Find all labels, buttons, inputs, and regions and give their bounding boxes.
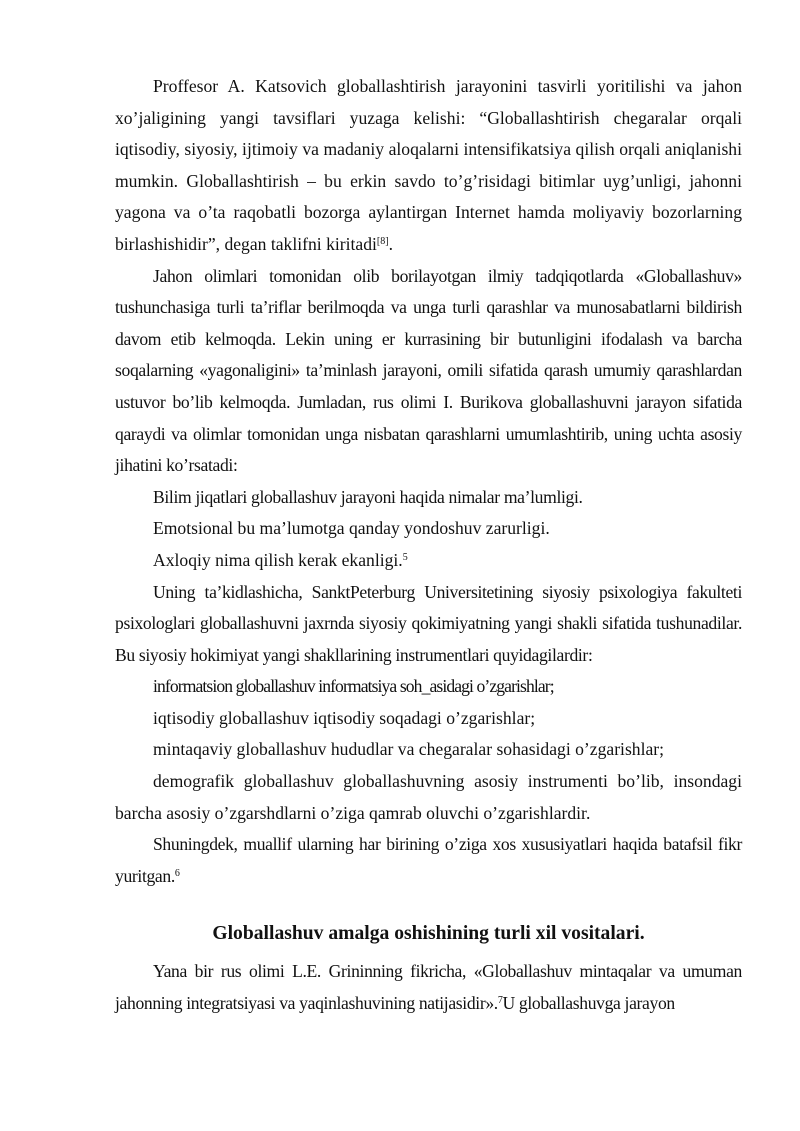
list-item-regional [115,734,742,766]
list-item-informational [115,671,742,703]
list-item-text: iqtisodiy globallashuv iqtisodiy soqadagi o’zgarishlar; [153,707,536,728]
paragraph-definitions [115,261,742,482]
list-item-text: demografik globallashuv globallashuvning asosiy instrumenti bo’lib, insondagi barcha asosiy o’zgarshdlarni o’ziga qamrab oluvchi o’zgarishlardir. [115,771,742,823]
paragraph-continuation: U globallashuvga jarayon [502,993,675,1014]
footnote-ref: [8] [376,235,389,247]
list-item-cognitive [115,482,742,514]
paragraph-end: . [388,233,393,254]
list-item-demographic [115,766,742,829]
list-item-economic [115,703,742,735]
paragraph-author-summary [115,829,742,892]
paragraph-text: Jahon olimlari tomonidan olib borilayotgan ilmiy tadqiqotlarda «Globallashuv» tushunchasiga turli ta’riflar berilmoqda va unga turli qarashlar va munosabatlarni bildirish davom etib kelmoqda. Lekin uning er kurrasining bir butunligini ifodalash va barcha soqalarning «yagonaligini» ta’minlash jarayoni, omili sifatida qarash umumiy qarashlardan ustuvor bo’lib kelmoqda. Jumladan, rus olimi I. Burikova globallashuvni jarayon sifatida qaraydi va olimlar tomonidan unga nisbatan qarashlarni umumlashtirib, uning uchta asosiy jihatini ko’rsatadi: [115,265,742,476]
footnote-ref: 5 [402,551,408,563]
paragraph-katsovich-quote [115,71,742,261]
list-item-text: mintaqaviy globallashuv hududlar va chegaralar sohasidagi o’zgarishlar; [153,739,665,760]
paragraph-spb-university [115,577,742,672]
list-item-emotional [115,513,742,545]
section-heading: Globallashuv amalga oshishining turli xil vositalari. [212,923,645,945]
document-page [115,71,742,1020]
list-item-text: Axloqiy nima qilish kerak ekanligi. [153,549,403,570]
list-item-moral [115,545,742,577]
footnote-ref: 6 [174,867,180,879]
paragraph-text: Shuningdek, muallif ularning har birining o’ziga xos xususiyatlari haqida batafsil fikr yuritgan. [115,834,742,886]
paragraph-text: Proffesor A. Katsovich globallashtirish jarayonini tasvirli yoritilishi va jahon xo’jaligining yangi tavsiflari yuzaga kelishi: “Globallashtirish chegaralar orqali iqtisodiy, siyosiy, ijtimoiy va madaniy aloqalarni intensifikatsiya qilish orqali aniqlanishi mumkin. Globallashtirish – bu erkin savdo to’g’risidagi bitimlar uyg’unligi, jahonni yagona va o’ta raqobatli bozorga aylantirgan Internet hamda moliyaviy bozorlarning birlashishidir”, degan taklifni kiritadi [115,76,742,254]
list-item-text: informatsion globallashuv informatsiya soh_asidagi o’zgarishlar; [153,676,554,697]
paragraph-text: Yana bir rus olimi L.E. Grininning fikricha, «Globallashuv mintaqalar va umuman jahonning integratsiyasi va yaqinlashuvining natijasidir». [115,961,742,1014]
list-item-text: Bilim jiqatlari globallashuv jarayoni haqida nimalar ma’lumligi. [153,486,583,507]
footnote-ref: 7 [497,995,503,1007]
list-item-text: Emotsional bu ma’lumotga qanday yondoshuv zarurligi. [153,518,550,539]
paragraph-text: Uning ta’kidlashicha, SanktPeterburg Universitetining siyosiy psixologiya fakulteti psixologlari globallashuvni jaxrnda siyosiy qokimiyatning yangi shakli sifatida tushunadilar. Bu siyosiy hokimiyat yangi shakllarining instrumentlari quyidagilardir: [115,581,742,665]
paragraph-grinin [115,956,742,1019]
